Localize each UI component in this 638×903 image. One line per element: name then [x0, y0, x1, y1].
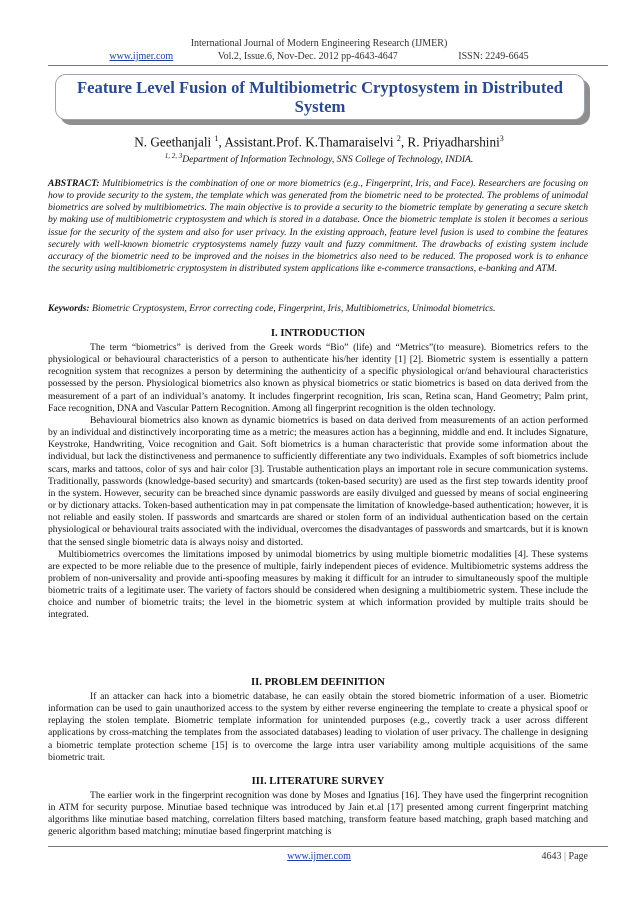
- abstract-text: Multibiometrics is the combination of one or more biometrics (e.g., Fingerprint, Iris, and Face). Researchers are focusing on how to provide security to the system, the template which was generated from the biometric need to be protected. The problems of unimodal biometrics are solved by multibiometrics. The main objective is to provide a security to the biometric template by generating a secure sketch by making use of multibiometric cryptosystem and which is stored in a database. Once the biometric template is stolen it becomes a serious issue for the security of the system and also for user privacy. In the existing approach, feature level fusion is used to combine the features securely with well-known biometric cryptosystems namely fuzzy vault and fuzzy commitment. The drawbacks of existing system include accuracy of the biometric need to be improved and the noises in the biometrics also need to be reduced. The proposed work is to enhance the security using multibiometric cryptosystem in distributed system applications like e-commerce transactions, e-banking and ATM.: [48, 178, 588, 275]
- keywords-text: Biometric Cryptosystem, Error correcting code, Fingerprint, Iris, Multibiometrics, Unimodal biometrics.: [91, 303, 496, 314]
- section-1-body: [48, 342, 588, 622]
- section-2-paragraph-1: If an attacker can hack into a biometric database, he can easily obtain the stored biometric information of a user. Biometric information can be used to gain unauthorized access to the system by either reverse engineering the template to create a physical spoof or replaying the stolen template. Biometric template information for unintended purposes (e.g., covertly track a user across different applications by cross-matching the templates from the associated databases) leading to violation of user privacy. The challenge in designing a biometric template protection scheme [15] is to overcome the large intra user variability among multiple acquisitions of the same biometric trait.: [48, 691, 588, 763]
- journal-issn: ISSN: 2249-6645: [458, 51, 529, 62]
- header-divider: [48, 65, 608, 66]
- author-1-sup: 1: [214, 134, 219, 143]
- section-3-body: [48, 790, 588, 839]
- author-list: [0, 131, 638, 150]
- footer-site-link[interactable]: www.ijmer.com: [287, 851, 351, 862]
- abstract-label: ABSTRACT:: [48, 178, 100, 189]
- author-1: N. Geethanjali: [134, 134, 212, 150]
- author-3-sup: 3: [499, 134, 504, 143]
- section-1-paragraph-3: Multibiometrics overcomes the limitations imposed by unimodal biometrics by using multiple biometric modalities [4]. These systems are expected to be more reliable due to the presence of multiple, fairly independent pieces of evidence. Multibiometric systems address the problem of non-universality and provide anti-spoofing measures by making it difficult for an intruder to simultaneously spoof the multiple biometric traits of a legitimate user. The variety of factors should be considered when designing a multibiometric system. These include the choice and number of biometric traits; the level in the biometric system at which information provided by multiple traits should be integrated.: [48, 548, 588, 621]
- keywords-label: Keywords:: [48, 303, 90, 314]
- title-line-2: System: [294, 96, 346, 116]
- author-2-sup: 2: [396, 134, 401, 143]
- footer-divider: [48, 846, 608, 847]
- section-1-paragraph-1: The term “biometrics” is derived from the Greek words “Bio” (life) and “Metrics”(to measure). Biometrics refers to the physiological or behavioural characteristics of a person to authenticate his/her identity [1] [2]. Biometric system is essentially a pattern recognition system that recognizes a person by determining the authenticity of a specific physiological or/and behavioural characteristics possessed by the person. Physiological biometrics also known as physical biometrics or static biometrics is based on data derived from the measurement of a part of an individual’s anatomy. It includes fingerprint recognition, Iris scan, Retina scan, Hand Geometry; Palm print, Face recognition, DNA and Vascular Pattern Recognition. Among all fingerprint recognition is the olden technology.: [48, 342, 588, 414]
- affiliation: [0, 150, 638, 166]
- journal-volume: Vol.2, Issue.6, Nov-Dec. 2012 pp-4643-4647: [217, 51, 398, 62]
- section-2-heading: II. PROBLEM DEFINITION: [251, 677, 385, 688]
- section-3-heading: III. LITERATURE SURVEY: [251, 776, 385, 787]
- page-number-value: 4643: [541, 851, 562, 862]
- title-box: [55, 74, 585, 120]
- affiliation-sup: 1, 2, 3: [164, 152, 183, 160]
- affiliation-text: Department of Information Technology, SNS College of Technology, INDIA.: [182, 154, 474, 166]
- author-3: , R. Priyadharshini: [400, 134, 500, 150]
- journal-info-line: [0, 51, 638, 63]
- section-1-paragraph-2: Behavioural biometrics also known as dynamic biometrics is based on data derived from measurements of an action performed by an individual and distinctively incorporating time as a metric; the measures action has a beginning, middle and end. It includes Signature, Keystroke, Handwriting, Voice recognition and Gait. Soft biometrics is a human characteristic that provide some information about the individual, but lack the distinctiveness and permanence to sufficiently differentiate any two individuals. Examples of soft biometrics include scars, marks and tattoos, color of sys and hair color [3]. Trustable authentication plays an important role in secure communication systems. Traditionally, passwords (knowledge-based security) and smartcards (token-based security) are used as the first step towards identity proof in the system. However, security can be breached since dynamic passwords are easily divulged and guessed by means of social engineering or by dictionary attacks. Token-based authentication may in pat compensate the limitation of knowledge-based authentication; however, it is not reliable and easily stolen. If passwords and smartcards are shared or stolen form of an individual authentication based on the certain physiological or behavioural traits associated with the individual, overcomes the disadvantages of passwords and smartcards, but it is known that the sensed single biometric data is always noisy and distorted.: [48, 414, 588, 548]
- page-label: Page: [568, 851, 588, 862]
- section-3-paragraph-1: The earlier work in the fingerprint recognition was done by Moses and Ignatius [16]. They have used the fingerprint recognition in ATM for security purpose. Minutiae based technique was introduced by Jain et.al [17] presented among current fingerprint matching algorithms like minutiae based matching, correlation filters based matching, transform feature based matching, graph based matching and generic algorithm based matching; minutiae based fingerprint matching is: [48, 790, 588, 838]
- section-1-heading: I. INTRODUCTION: [270, 328, 366, 339]
- journal-name: International Journal of Modern Engineering Research (IJMER): [190, 38, 448, 49]
- page-number: [542, 851, 588, 863]
- section-2-body: [48, 691, 588, 764]
- author-2: , Assistant.Prof. K.Thamaraiselvi: [218, 134, 394, 150]
- title-line-1: Feature Level Fusion of Multibiometric Cryptosystem in Distributed: [77, 78, 563, 97]
- abstract: [48, 178, 588, 275]
- page-separator: |: [561, 851, 569, 862]
- paper-title: [56, 79, 584, 116]
- journal-site-link[interactable]: www.ijmer.com: [109, 51, 174, 62]
- keywords: [48, 303, 588, 315]
